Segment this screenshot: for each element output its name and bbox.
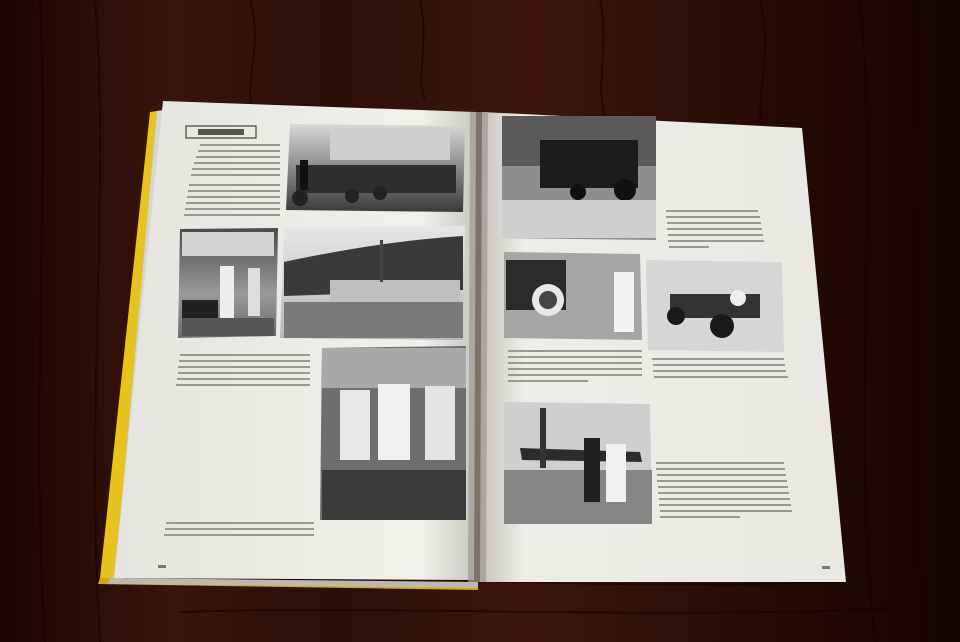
spine-shadow <box>468 112 488 582</box>
page-number-right <box>822 566 830 569</box>
page-number-left <box>158 565 166 568</box>
